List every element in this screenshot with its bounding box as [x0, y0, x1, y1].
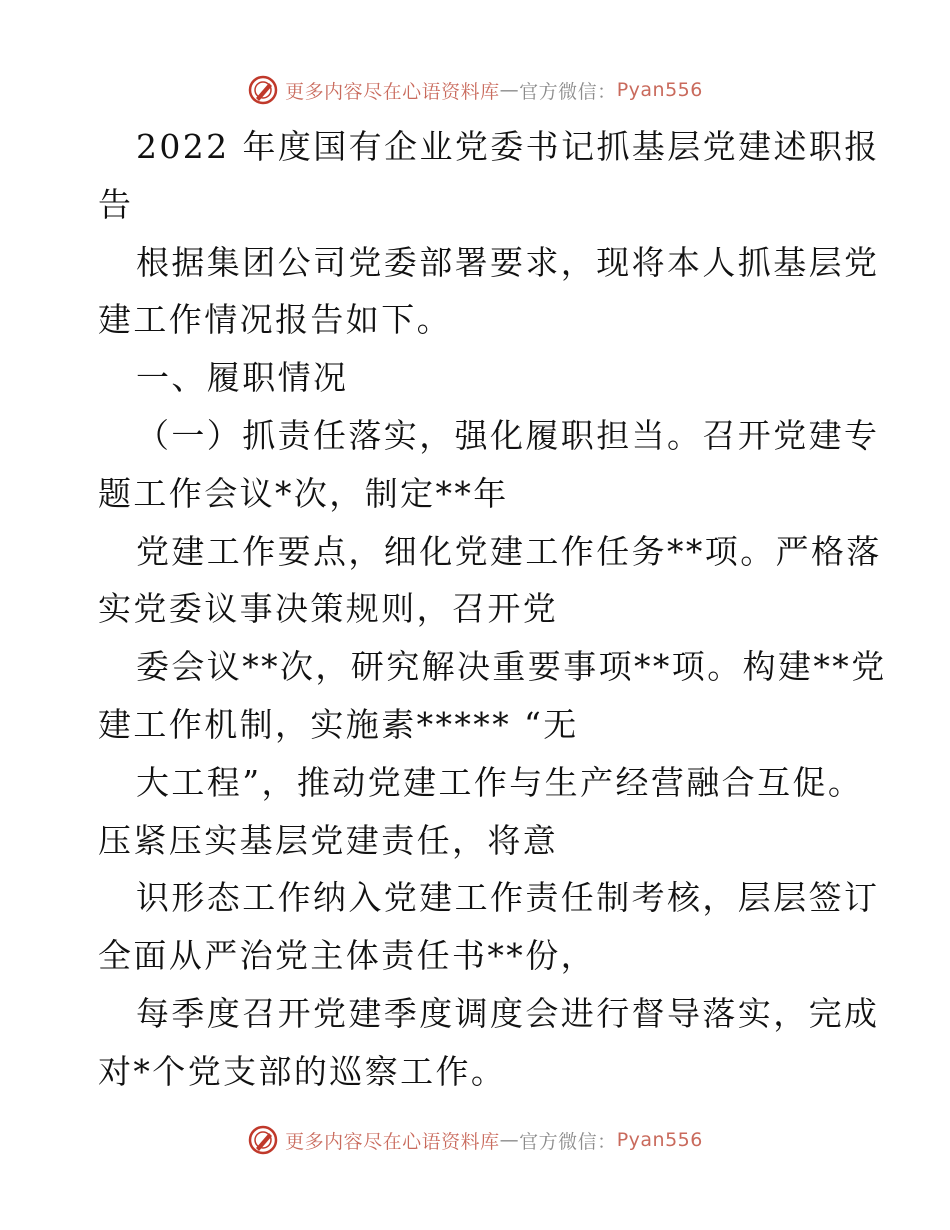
banner-separator: —: [499, 79, 520, 101]
paragraph-line: 委会议**次，研究解决重要事项**项。构建**党: [136, 647, 887, 687]
paragraph-line: 每季度召开党建季度调度会进行督导落实，完成: [136, 993, 880, 1033]
paragraph-line: 识形态工作纳入党建工作责任制考核，层层签订: [136, 878, 880, 918]
header-watermark-banner: [0, 72, 950, 108]
paragraph-line: 大工程”，推动党建工作与生产经营融合互促。: [136, 762, 864, 802]
paragraph-line: 党建工作要点，细化党建工作任务**项。严格落: [136, 531, 882, 571]
wechat-label: 官方微信：: [519, 80, 617, 103]
paragraph-line: 对*个党支部的巡察工作。: [98, 1051, 507, 1091]
paragraph-line: 实党委议事决策规则，召开党: [98, 589, 559, 629]
paragraph-line: 全面从严治党主体责任书**份，: [98, 936, 596, 976]
pen-circle-logo-icon: [247, 1124, 279, 1156]
paragraph-line: （一）抓责任落实，强化履职担当。召开党建专: [136, 415, 880, 455]
wechat-id: Pyan556: [616, 79, 703, 101]
site-name-text: 更多内容尽在心语资料库: [285, 80, 500, 103]
section-heading: 一、履职情况: [136, 358, 349, 398]
document-title-line-2: 告: [98, 184, 134, 224]
site-name-text: 更多内容尽在心语资料库: [285, 1130, 500, 1153]
pen-circle-logo-icon: [247, 74, 279, 106]
banner-separator: —: [499, 1129, 520, 1151]
document-body: [98, 118, 887, 1101]
paragraph-line: 根据集团公司党委部署要求，现将本人抓基层党: [136, 242, 880, 282]
wechat-id: Pyan556: [616, 1129, 703, 1151]
wechat-label: 官方微信：: [519, 1130, 617, 1153]
paragraph-line: 建工作情况报告如下。: [98, 300, 452, 340]
footer-watermark-banner: [0, 1122, 950, 1158]
paragraph-line: 建工作机制，实施素***** “无: [98, 704, 579, 744]
paragraph-line: 压紧压实基层党建责任，将意: [98, 820, 559, 860]
paragraph-line: 题工作会议*次，制定**年: [98, 473, 509, 513]
document-title-line-1: 2022 年度国有企业党委书记抓基层党建述职报: [136, 127, 880, 166]
